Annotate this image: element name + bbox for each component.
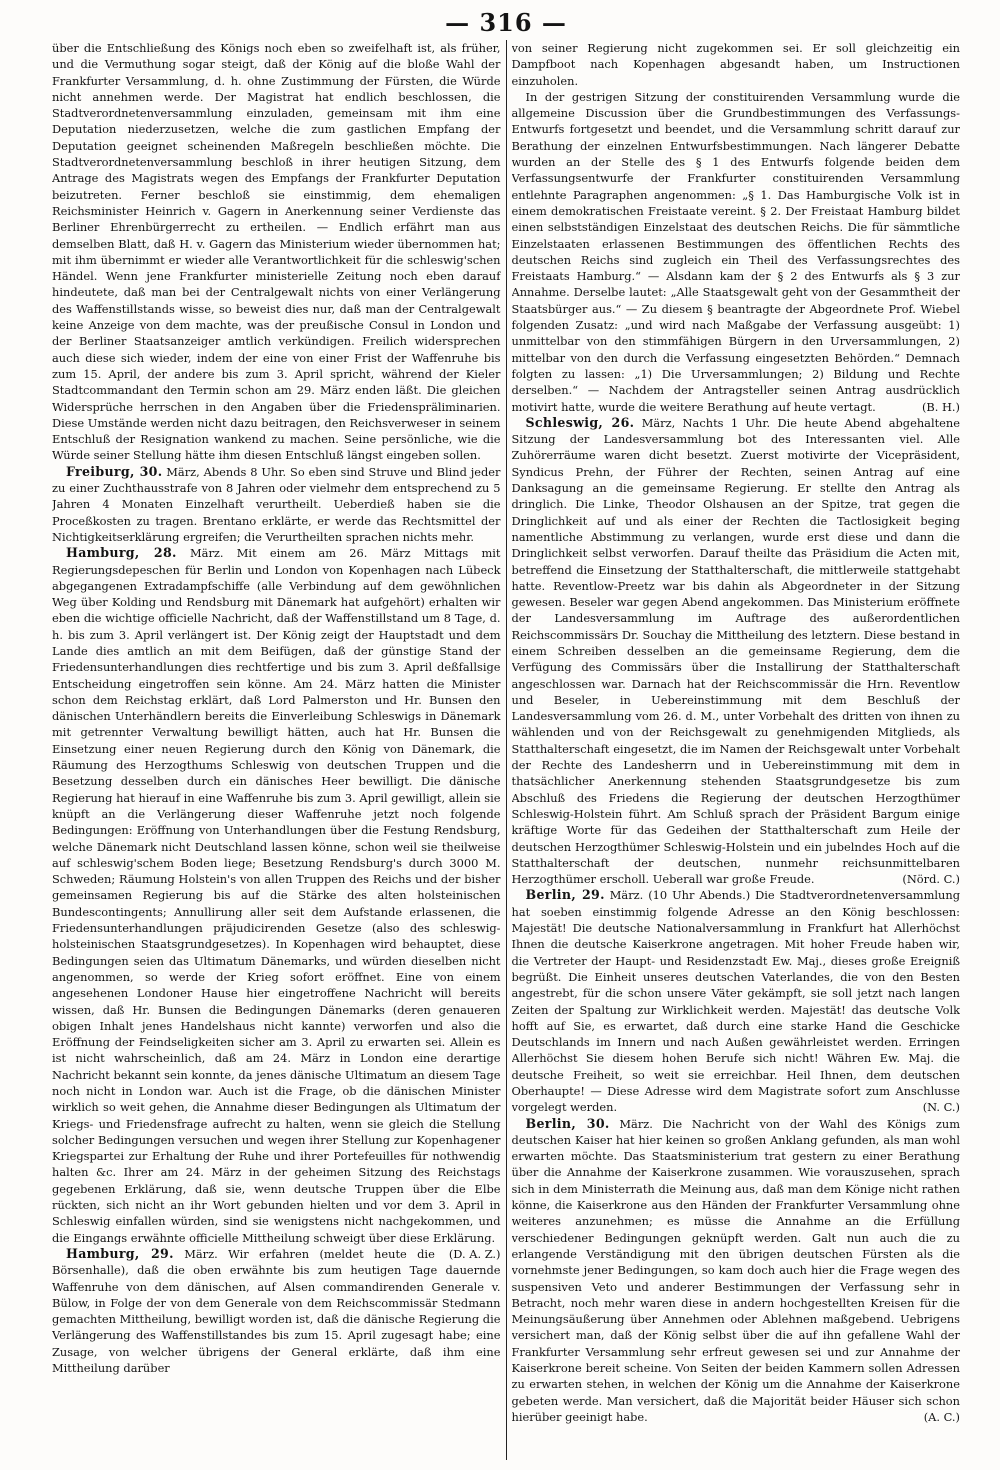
article-paragraph xyxy=(512,40,961,89)
column-divider xyxy=(506,40,507,1460)
paragraph-text: März, Nachts 1 Uhr. Die heute Abend abgehaltene Sitzung der Landesversammlung bot des Interessanten viel. Alle Zuhörerräume waren dicht besetzt. Zuerst motivirte der Vicepräsident, Syndicus Prehn, der Führer der Rechten, seinen Antrag auf eine Danksagung an die gemeinsame Regierung. Er stellte den Antrag als dringlich. Die Linke, Theodor Olshausen an der Spitze, trat gegen die Dringlichkeit auf und als einer der Rechten die Tactlosigkeit beging namentliche Abstimmung zu verlangen, wurde erst diese und dann die Dringlichkeit selbst verworfen. Darauf theilte das Präsidium die Acten mit, betreffend die Einsetzung der Statthalterschaft, die mittlerweile stattgehabt hatte. Reventlow-Preetz war bis dahin als Abgeordneter in der Sitzung gewesen. Beseler war gegen Abend angekommen. Das Ministerium eröffnete der Landesversammlung im Auftrage des außerordentlichen Reichscommissärs Dr. Souchay die Mittheilung des letztern. Diese bestand in einem Schreiben desselben an die gemeinsame Regierung, dem die Verfügung des Commissärs über die Installirung der Statthalterschaft angeschlossen war. Darnach hat der Reichscommissär die Hrn. Reventlow und Beseler, in Uebereinstimmung mit dem Beschluß der Landesversammlung vom 26. d. M., unter Vorbehalt des dritten von ihnen zu wählenden und von der Reichsgewalt zu genehmigenden Mitglieds, als Statthalterschaft eingesetzt, die im Namen der Reichsgewalt unter Vorbehalt der Rechte des Landesherrn und in Uebereinstimmung mit dem in thatsächlicher Anerkennung stehenden Staatsgrundgesetze bis zum Abschluß des Friedens die Regierung der deutschen Herzogthümer Schleswig-Holstein führt. Am Schluß sprach der Präsident Bargum einige kräftige Worte für das Gedeihen der Statthalterschaft zum Heile der deutschen Herzogthümer Schleswig-Holstein und ein jubelndes Hoch auf die Statthalterschaft der deutschen, nunmehr reichsunmittelbaren Herzogthümer erscholl. Ueberall war große Freude. xyxy=(511,415,960,887)
dateline: Hamburg, 29. xyxy=(66,1245,174,1261)
paragraph-text: von seiner Regierung nicht zugekommen sei. Er soll gleichzeitig ein Dampfboot nach Kopenhagen abgesandt haben, um Instructionen einzuholen. xyxy=(511,41,960,88)
paragraph-text: In der gestrigen Sitzung der constituirenden Versammlung wurde die allgemeine Discussion über die Grundbestimmungen des Verfassungs-Entwurfs fortgesetzt und beendet, und die Versammlung schritt darauf zur Berathung der einzelnen Entwurfsbestimmungen. Nach längerer Debatte wurden an der Stelle des § 1 des Entwurfs folgende beiden dem Verfassungsentwurfe der Frankfurter constituirenden Versammlung entlehnte Paragraphen angenommen: „§ 1. Das Hamburgische Volk ist in einem demokratischen Freistaate vereint. § 2. Der Freistaat Hamburg bildet einen selbstständigen Einzelstaat des deutschen Reichs. Die für sämmtliche Einzelstaaten erlassenen Bestimmungen des öffentlichen Rechts des deutschen Reichs sind zugleich ein Theil des Verfassungsrechtes des Freistaats Hamburg.“ — Alsdann kam der § 2 des Entwurfs als § 3 zur Annahme. Derselbe lautet: „Alle Staatsgewalt geht von der Gesammtheit der Staatsbürger aus.“ — Zu diesem § beantragte der Abgeordnete Prof. Wiebel folgenden Zusatz: „und wird nach Maßgabe der Verfassung ausgeübt: 1) unmittelbar von den stimmfähigen Bürgern in den Urversammlungen, 2) mittelbar von den durch die Verfassung eingesetzten Behörden.“ Demnach folgten zu lassen: „1) Die Urversammlungen; 2) Bildung und Rechte derselben.“ — Nachdem der Antragsteller seinen Antrag ausdrücklich motivirt hatte, wurde die weitere Berathung auf heute vertagt. xyxy=(511,89,960,414)
paragraph-text: März. (10 Uhr Abends.) Die Stadtverordnetenversammlung hat soeben einstimmig folgende Adresse an den König beschlossen: Majestät! Die deutsche Nationalversammlung in Frankfurt hat Allerhöchst Ihnen die deutsche Kaiserkrone angetragen. Mit hoher Freude haben wir, die Vertreter der Haupt- und Residenzstadt Ew. Maj., dieses große Ereigniß begrüßt. Die Einheit unseres deutschen Vaterlandes, die von den Besten angestrebt, für die schon unsere Väter gekämpft, sie soll jetzt nach langen Zeiten der Spaltung zur Wirklichkeit werden. Majestät! das deutsche Volk hofft auf Sie, es erwartet, daß durch eine starke Hand die Geschicke Deutschlands im Innern und nach Außen gewährleistet werden. Erringen Allerhöchst Sie diesem hohen Berufe sich nicht! Währen Ew. Maj. die deutsche Freiheit, so weit sie erreichbar. Heil Ihnen, dem deutschen Oberhaupte! — Diese Adresse wird dem Magistrate sofort zum Anschlusse vorgelegt werden. xyxy=(511,888,960,1115)
source-citation: (B. H.) xyxy=(921,399,960,414)
article-paragraph xyxy=(512,1116,961,1426)
left-column xyxy=(52,40,501,1460)
dateline: Berlin, 30. xyxy=(525,1115,610,1131)
page-number: — 316 — xyxy=(445,8,567,37)
text-columns xyxy=(52,40,960,1460)
dateline: Berlin, 29. xyxy=(525,887,605,903)
article-paragraph xyxy=(52,464,501,545)
article-paragraph xyxy=(512,89,961,415)
right-column xyxy=(512,40,961,1460)
source-citation: (D. A. Z.) xyxy=(448,1246,501,1261)
source-citation: (A. C.) xyxy=(923,1409,960,1424)
article-paragraph xyxy=(512,887,961,1115)
dateline: Hamburg, 28. xyxy=(66,545,177,561)
article-paragraph xyxy=(52,1246,501,1376)
dateline: Schleswig, 26. xyxy=(525,414,635,430)
source-citation: (N. C.) xyxy=(922,1100,960,1115)
paragraph-text: März. Wir erfahren (meldet heute die Börsenhalle), daß die oben erwähnte bis zum heutigen Tage dauernde Waffenruhe von dem dänischen, auf Alsen commandirenden Generale v. Bülow, in Folge der von dem Generale von dem Reichscommissär Stedmann gemachten Mittheilung, bewilligt worden ist, daß die dänische Regierung die Verlängerung des Waffenstillstandes bis zum 15. April zugesagt habe; eine Zusage, von welcher übrigens der General erklärte, daß ihm eine Mittheilung darüber xyxy=(52,1246,501,1376)
source-citation: (Nörd. C.) xyxy=(902,872,960,887)
paragraph-text: über die Entschließung des Königs noch eben so zweifelhaft ist, als früher, und die Vermuthung sogar steigt, daß der König auf die bloße Wahl der Frankfurter Versammlung, d. h. ohne Zustimmung der Fürsten, die Würde nicht annehmen werde. Der Magistrat hat endlich beschlossen, die Stadtverordnetenversammlung einzuladen, gemeinsam mit ihm eine Deputation niederzusetzen, welche die zum gastlichen Empfang der Deputation geeignet scheinenden Maßregeln beschließen möchte. Die Stadtverordnetenversammlung beschloß in ihrer heutigen Sitzung, dem Antrage des Magistrats wegen des Empfangs der Frankfurter Deputation beizutreten. Ferner beschloß sie einstimmig, dem ehemaligen Reichsminister Heinrich v. Gagern in Anerkennung seiner Verdienste das Berliner Ehrenbürgerrecht zu ertheilen. — Endlich erfährt man aus demselben Blatt, daß H. v. Gagern das Ministerium wieder übernommen hat; mit ihm übernimmt er wieder alle Verantwortlichkeit für die schleswig'schen Händel. Wenn jene Frankfurter ministerielle Zeitung noch eben darauf hindeutete, daß man bei der Centralgewalt nichts von einer Verlängerung des Waffenstillstands wisse, so beweist dies nur, daß man der Centralgewalt keine Anzeige von dem machte, was der preußische Consul in London und der Berliner Staatsanzeiger amtlich verkündigen. Freilich widersprechen auch diese sich wieder, indem der eine von einer Frist der Waffenruhe bis zum 15. April, der andere bis zum 3. April spricht, während der Kieler Stadtcommandant den Termin schon am 29. März enden läßt. Die gleichen Widersprüche herrschen in den Angaben über die Friedenspräliminarien. Diese Umstände werden nicht dazu beitragen, den Reichsverweser in seinem Entschluß der Resignation wankend zu machen. Seine persönliche, wie die Würde seiner Stellung hätte ihm diesen Entschluß längst eingeben sollen. xyxy=(52,41,501,463)
article-paragraph xyxy=(52,40,501,464)
dateline: Freiburg, 30. xyxy=(66,463,163,479)
paragraph-text: März, Abends 8 Uhr. So eben sind Struve und Blind jeder zu einer Zuchthausstrafe von 8 Jahren oder vielmehr dem entsprechend zu 5 Jahren 4 Monaten Einzelhaft verurtheilt. Ueberdieß haben sie die Proceßkosten zu tragen. Brentano erklärte, er werde das Rechtsmittel der Nichtigkeitserklärung ergreifen; die Verurtheilten sprachen nichts mehr. xyxy=(52,464,501,544)
paragraph-text: März. Mit einem am 26. März Mittags mit Regierungsdepeschen für Berlin und London von Kopenhagen nach Lübeck abgegangenen Extradampfschiffe (alle Verbindung auf dem gewöhnlichen Weg über Kolding und Rendsburg mit Dänemark hat aufgehört) erhalten wir eben die wichtige officielle Nachricht, daß der Waffenstillstand um 8 Tage, d. h. bis zum 3. April verlängert ist. Der König zeigt der Hauptstadt und dem Lande dies amtlich an mit dem Beifügen, daß der günstige Stand der Friedensunterhandlungen dies rechtfertige und bis zum 3. April deßfallsige Entscheidung eingetroffen sein könne. Am 24. März hatten die Minister schon dem Reichstag erklärt, daß Lord Palmerston und Hr. Bunsen den dänischen Unterhändlern bereits die Einverleibung Schleswigs in Dänemark mit getrennter Verwaltung bewilligt hätten, auch hat Hr. Bunsen die Einsetzung einer neuen Regierung durch den König von Dänemark, die Räumung des Herzogthums Schleswig von deutschen Truppen und die Besetzung desselben durch ein dänisches Heer bewilligt. Die dänische Regierung hat hierauf in eine Waffenruhe bis zum 3. April gewilligt, allein sie knüpft an die Verlängerung dieser Waffenruhe jetzt noch folgende Bedingungen: Eröffnung von Unterhandlungen über die Festung Rendsburg, welche Dänemark nicht Deutschland lassen könne, schon weil sie theilweise auf schleswig'schem Boden liege; Besetzung Rendsburg's durch 3000 M. Schweden; Räumung Holstein's von allen Truppen des Reichs und der bisher gemeinsamen Regierung bis auf die Stärke des alten holsteinischen Bundescontingents; Annullirung aller seit dem Aufstande erlassenen, die Friedensunterhandlungen präjudicirenden Gesetze (also des schleswig-holsteinischen Staatsgrundgesetzes). In Kopenhagen wird behauptet, diese Bedingungen seien das Ultimatum Dänemarks, und würden dieselben nicht angenommen, so werde der Krieg sofort eröffnet. Eine von einem angesehenen Londoner Hause hier eingetroffene Nachricht will bereits wissen, daß Hr. Bunsen die Bedingungen Dänemarks (deren genaueren obigen Inhalt jenes Handelshaus nicht kannte) verworfen und also die Eröffnung der Feindseligkeiten sicher am 3. April zu erwarten sei. Allein es ist nicht wahrscheinlich, daß am 24. März in London eine derartige Nachricht bekannt sein konnte, da jenes dänische Ultimatum an diesem Tage noch nicht in London war. Auch ist die Frage, ob die dänischen Minister wirklich so weit gehen, die Annahme dieser Bedingungen als Ultimatum der Kriegs- und Friedensfrage aufrecht zu halten, wenn sie gleich die Stellung solcher Bedingungen versuchen und wegen ihrer Stellung zur Kopenhagener Kriegspartei zur Erhaltung der Ruhe und ihrer Portefeuilles für nothwendig halten &c. Ihrer am 24. März in der geheimen Sitzung des Reichstags gegebenen Erklärung, daß sie, wenn deutsche Truppen über die Elbe rückten, sich nicht an ihr Wort gebunden hielten und vor dem 3. April in Schleswig einfallen würden, sind sie wenigstens nicht nachgekommen, und die Eingangs erwähnte officielle Mittheilung schweigt über diese Erklärung. xyxy=(52,546,501,1245)
article-paragraph xyxy=(512,415,961,888)
paragraph-text: März. Die Nachricht von der Wahl des Königs zum deutschen Kaiser hat hier keinen so großen Anklang gefunden, als man wohl erwarten möchte. Das Staatsministerium trat gestern zu einer Berathung über die Annahme der Kaiserkrone zusammen. Wie vorauszusehen, sprach sich in dem Ministerrath die Meinung aus, daß man dem Könige nicht rathen könne, die Kaiserkrone aus den Händen der Frankfurter Versammlung ohne weiteres anzunehmen; es müsse die Annahme an die Erfüllung verschiedener Bedingungen geknüpft werden. Galt nun auch die zu erlangende Verständigung mit den übrigen deutschen Fürsten als die vornehmste jener Bedingungen, so kam doch auch hier die Frage wegen des suspensiven Veto und anderer Bestimmungen der Verfassung sehr in Betracht, noch mehr waren diese in andern hochgestellten Kreisen für die Meinungsäußerung über Annehmen oder Ablehnen maßgebend. Uebrigens versichert man, daß der König selbst über die auf ihn gefallene Wahl der Frankfurter Versammlung sehr erfreut gewesen sei und zur Annahme der Kaiserkrone bereit scheine. Von Seiten der beiden Kammern sollen Adressen zu erwarten stehen, in welchen der König um die Annahme der Kaiserkrone gebeten werde. Man versichert, daß die Majorität beider Häuser sich schon hierüber geeinigt habe. xyxy=(511,1116,960,1424)
